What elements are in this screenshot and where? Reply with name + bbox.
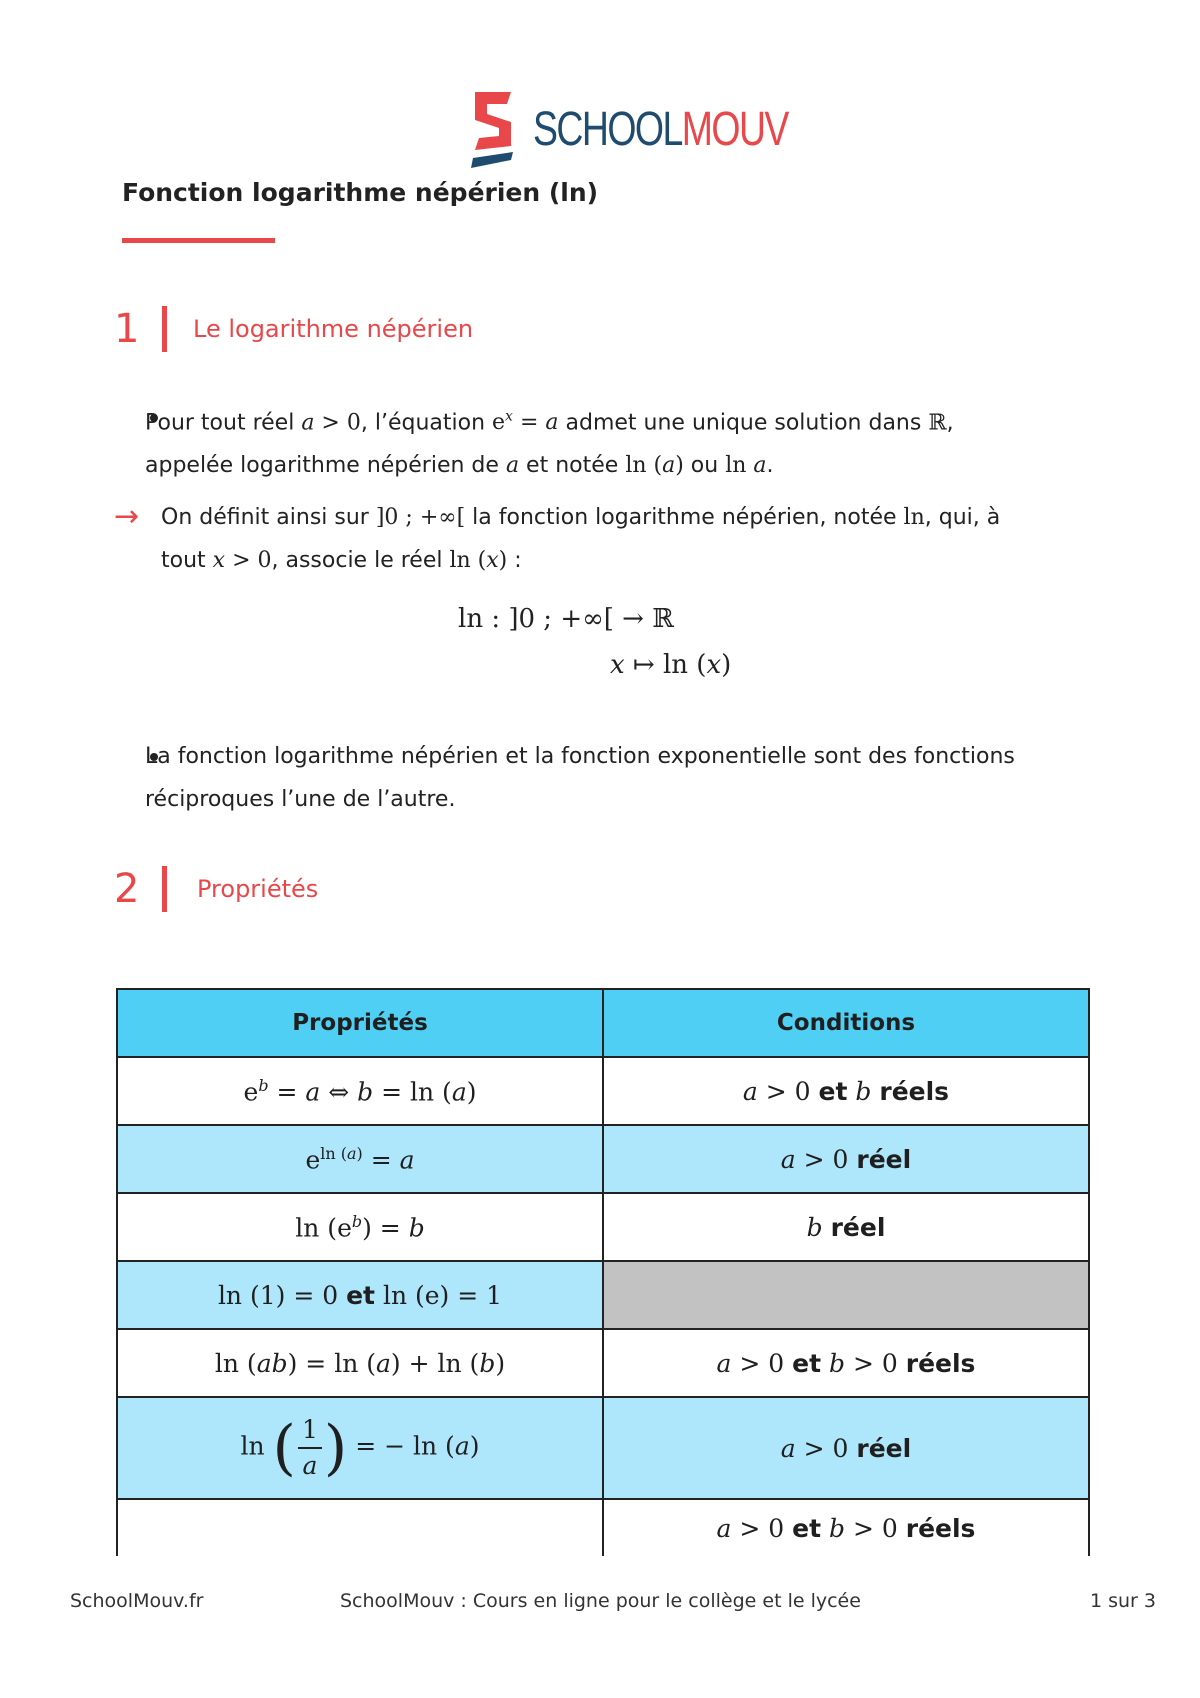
table-row: [117, 1499, 1089, 1556]
section-number: 2: [114, 866, 140, 912]
text-run: réels: [879, 1076, 950, 1106]
table-row: [117, 1261, 1089, 1329]
text-run: réels: [905, 1513, 976, 1543]
ln-definition-line-1: ln : ]0 ; +∞[ → ℝ: [458, 604, 674, 634]
title-underline: [122, 238, 275, 243]
text-run: , l’équation: [360, 410, 493, 436]
condition-cell: a > 0 réel: [603, 1397, 1089, 1499]
condition-cell: a > 0 réel: [603, 1125, 1089, 1193]
property-cell: $\ln (e^b) = b$: [117, 1193, 603, 1261]
table-header-row: [117, 989, 1089, 1057]
condition-cell-empty: [603, 1261, 1089, 1329]
section-bar: [162, 866, 167, 912]
property-cell: ln (ab) = ln (a) + ln (b): [117, 1329, 603, 1397]
arrow-paragraph: On définit ainsi sur ]0 ; +∞[ la fonction logarithme népérien, notée ln, qui, à tout x > 0, associe le réel ln (x) :: [161, 505, 1001, 573]
section-number: 1: [114, 306, 140, 352]
document-title: Fonction logarithme népérien (ln): [122, 178, 599, 207]
wordmark-mouv: MOUV: [681, 102, 788, 156]
section-2-heading: [114, 866, 318, 912]
property-cell: ln (1) = 0 et ln (e) = 1: [117, 1261, 603, 1329]
condition-cell: a > 0 et b réels: [603, 1057, 1089, 1125]
text-run: réciproques l’une de l’autre.: [145, 787, 456, 812]
text-run: admet une unique solution dans: [558, 410, 929, 436]
text-run: réel: [830, 1212, 886, 1242]
properties-table: [116, 988, 1090, 1556]
footer-site: SchoolMouv.fr: [70, 1590, 204, 1612]
bullet-1-text: Pour tout réel a > 0, l’équation $e^x = a$ admet une unique solution dans ℝ, appelée logarithme népérien de a et notée ln (a) ou ln a.: [145, 409, 954, 479]
text-run: réel: [856, 1144, 912, 1174]
table-header: Conditions: [603, 989, 1089, 1057]
text-run: ou: [683, 453, 726, 479]
property-cell: $e^b = a$ ⇔ b = ln (a): [117, 1057, 603, 1125]
footer-page-number: 1 sur 3: [1089, 1590, 1156, 1612]
text-run: , qui, à: [924, 505, 1001, 530]
schoolmouv-logo: [467, 88, 860, 170]
table-row: [117, 1397, 1089, 1499]
table-row: [117, 1125, 1089, 1193]
text-run: Pour tout réel: [145, 410, 302, 436]
text-run: :: [507, 548, 522, 573]
condition-cell: a > 0 et b > 0 réels: [603, 1329, 1089, 1397]
property-cell: [117, 1499, 603, 1556]
text-run: appelée logarithme népérien de: [145, 453, 506, 479]
text-run: On définit ainsi sur: [161, 505, 376, 530]
text-run: la fonction logarithme népérien, notée: [465, 505, 904, 530]
text-run: réels: [905, 1348, 976, 1378]
text-run: tout: [161, 548, 213, 573]
arrow-right-icon: →: [114, 499, 140, 534]
table-row: [117, 1057, 1089, 1125]
text-run: et: [346, 1280, 375, 1310]
text-run: et: [792, 1348, 822, 1378]
schoolmouv-wordmark: [533, 102, 788, 157]
text-run: , associe le réel: [271, 548, 450, 573]
ln-definition-line-2: x ↦ ln (x): [610, 650, 732, 680]
section-bar: [162, 306, 167, 352]
section-title: Le logarithme népérien: [193, 315, 474, 343]
section-title: Propriétés: [197, 875, 319, 903]
text-run: La fonction logarithme népérien et la fonction exponentielle sont des fonctions: [145, 744, 1015, 769]
property-cell: $e^{ln (a)} = a$: [117, 1125, 603, 1193]
text-run: et notée: [519, 453, 626, 479]
table-header: Propriétés: [117, 989, 603, 1057]
bullet-2-text: [145, 735, 1015, 821]
text-run: et: [818, 1076, 848, 1106]
property-cell: ln ( $\frac{1}{a}$ ) = − ln (a): [117, 1397, 603, 1499]
footer-tagline: SchoolMouv : Cours en ligne pour le collège et le lycée: [340, 1590, 861, 1612]
condition-cell: a > 0 et b > 0 réels: [603, 1499, 1089, 1556]
text-run: et: [792, 1513, 822, 1543]
schoolmouv-s-icon: [467, 88, 519, 170]
table-row: [117, 1193, 1089, 1261]
condition-cell: b réel: [603, 1193, 1089, 1261]
table-row: [117, 1329, 1089, 1397]
text-run: réel: [856, 1433, 912, 1463]
wordmark-school: SCHOOL: [533, 102, 682, 156]
section-1-heading: [114, 306, 473, 352]
